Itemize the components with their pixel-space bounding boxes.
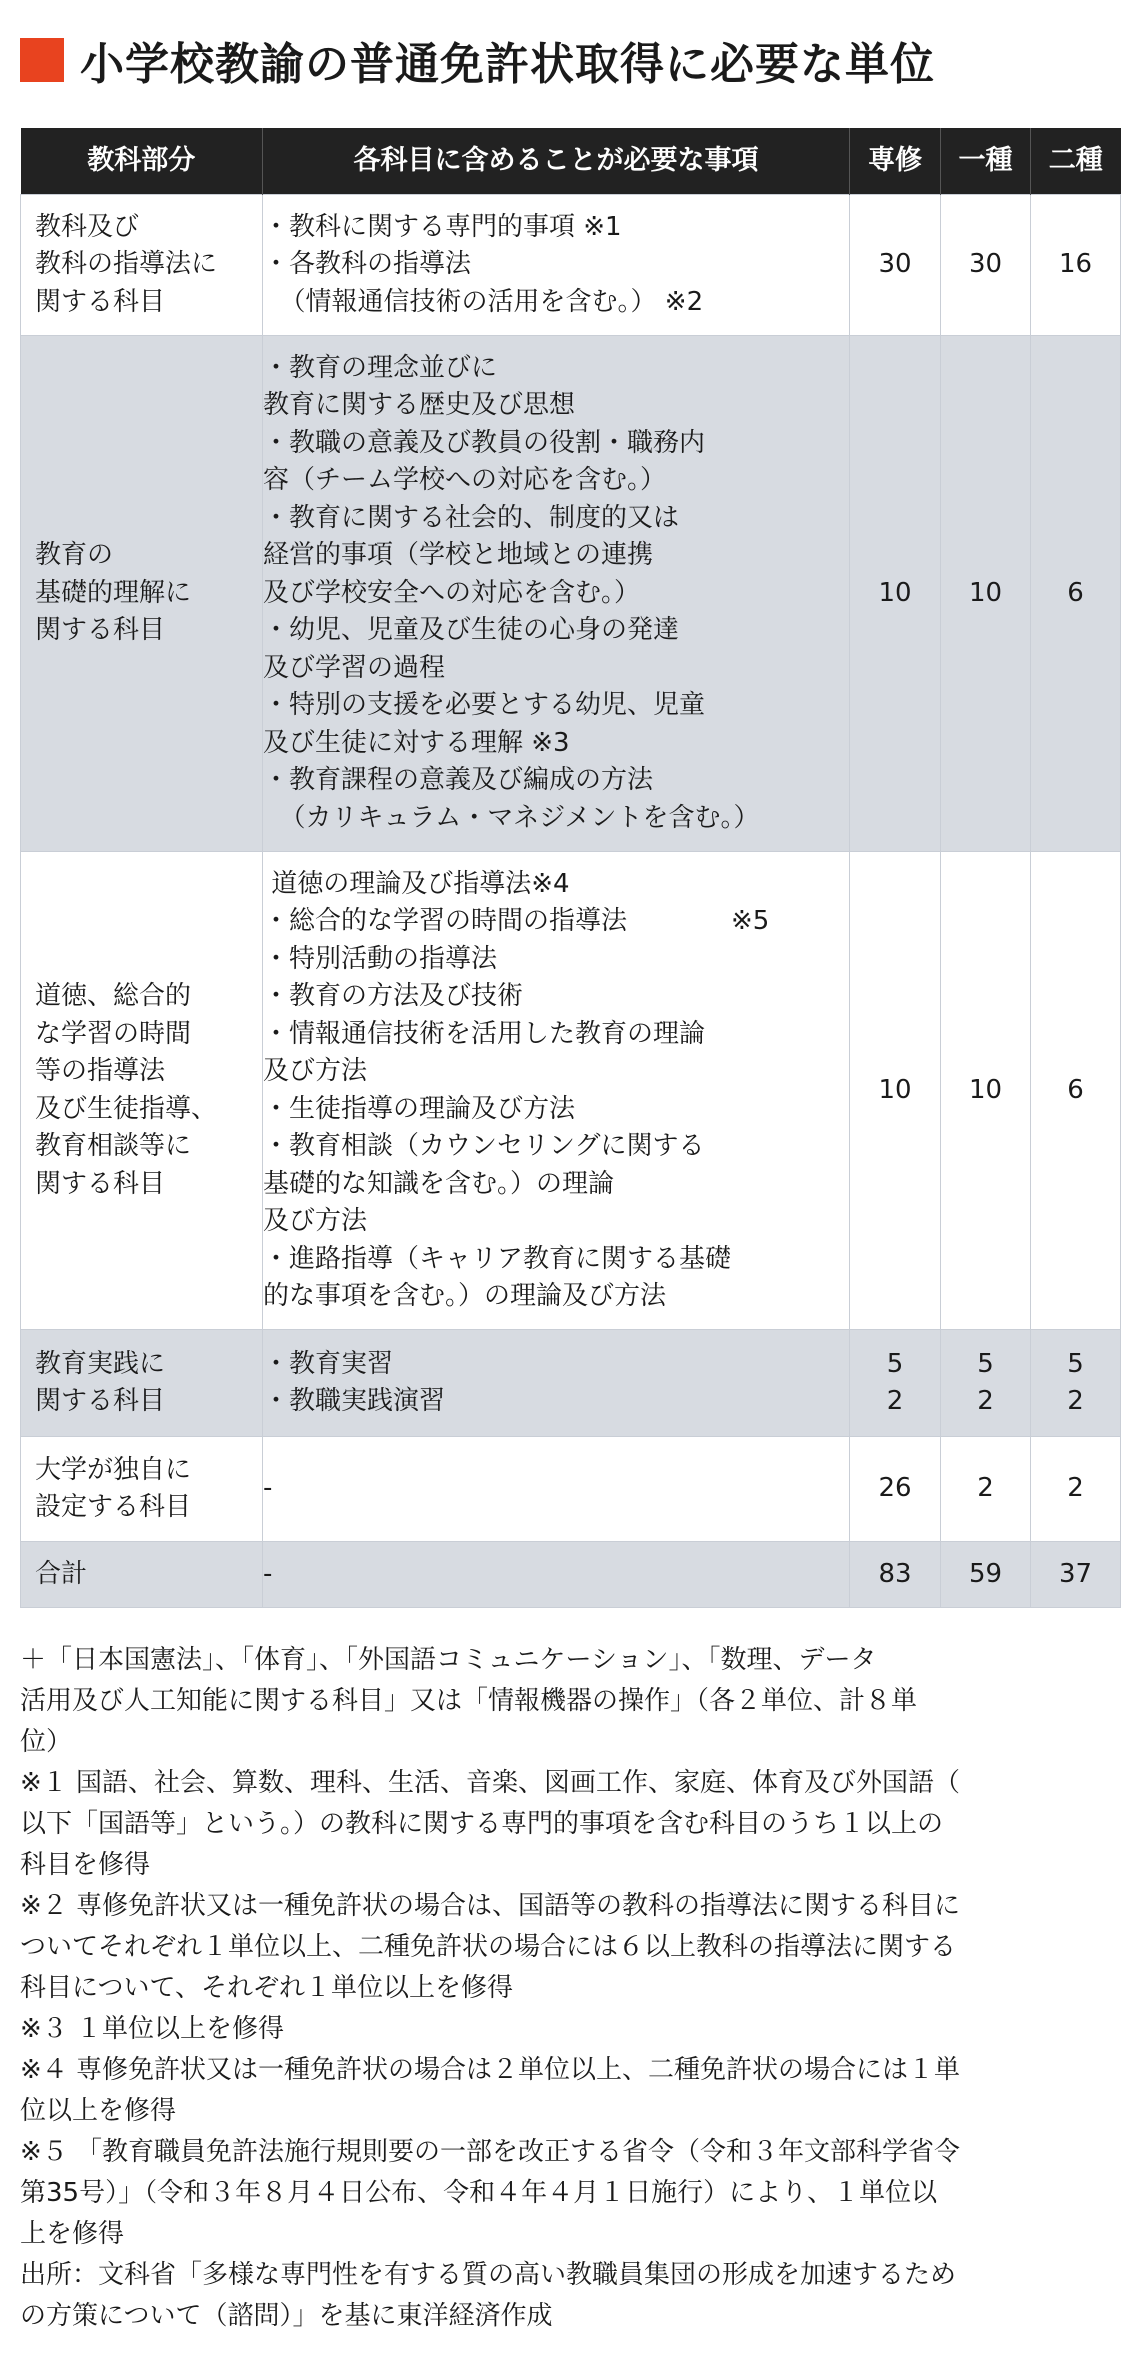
subject-area-line: 教育実践に: [35, 1348, 166, 1379]
nishu-credits-cell: [1031, 195, 1121, 336]
footnote-line: 出所：文科省「多様な専門性を有する質の高い教職員集団の形成を加速するため: [20, 2260, 957, 2290]
header-required-items: 各科目に含めることが必要な事項: [263, 128, 850, 195]
required-item-line: ・教育の方法及び技術: [263, 981, 524, 1011]
credit-value: 2: [977, 1473, 994, 1504]
required-item-line: ・教科に関する専門的事項 ※1: [263, 211, 622, 242]
required-item-line: 及び方法: [263, 1056, 368, 1086]
subject-area-line: な学習の時間: [35, 1018, 192, 1049]
required-item-line: 容（チーム学校への対応を含む。）: [263, 465, 667, 496]
isshu-credits-cell: [941, 195, 1031, 336]
credit-value: 2: [1067, 1473, 1084, 1504]
senshu-credits-cell: [850, 195, 941, 336]
nishu-credits-cell: [1031, 852, 1121, 1330]
subject-area-line: 教科の指導法に: [35, 249, 218, 280]
nishu-credits-cell: [1031, 1437, 1121, 1542]
nishu-credits-cell: [1031, 1330, 1121, 1437]
header-senshu: 専修: [850, 128, 941, 195]
footnote-line: ＋「日本国憲法」、「体育」、「外国語コミュニケーション」、「数理、データ: [20, 1645, 877, 1675]
required-item-line: -: [263, 1473, 273, 1504]
credit-value: 10: [878, 577, 912, 608]
required-item-line: 的な事項を含む。）の理論及び方法: [263, 1281, 667, 1311]
credit-value: 30: [878, 249, 912, 280]
footnote-line: ついてそれぞれ１単位以上、二種免許状の場合には６以上教科の指導法に関する: [20, 1932, 957, 1962]
senshu-credits-cell: [850, 1330, 941, 1437]
table-row: [21, 1542, 1121, 1608]
header-nishu: 二種: [1031, 128, 1121, 195]
credit-value: 30: [968, 249, 1003, 280]
table-row: [21, 1437, 1121, 1542]
subject-area-line: 道徳、総合的: [35, 981, 192, 1011]
required-item-line: ・教育相談（カウンセリングに関する: [263, 1131, 705, 1161]
required-item-line: -: [263, 1558, 273, 1589]
subject-area-line: 大学が独自に: [35, 1454, 192, 1485]
credit-value: 26: [878, 1473, 912, 1504]
subject-area-line: 及び生徒指導、: [35, 1093, 218, 1124]
credit-value: 5: [1067, 1348, 1084, 1379]
credit-value: 2: [886, 1386, 904, 1416]
subject-area-line: 等の指導法: [35, 1056, 166, 1086]
credit-value: 37: [1058, 1558, 1093, 1589]
required-item-line: ・各教科の指導法: [263, 249, 472, 280]
credit-value: 6: [1067, 1074, 1084, 1105]
senshu-credits-cell: [850, 336, 941, 852]
required-item-line: ・教育課程の意義及び編成の方法: [263, 765, 654, 796]
footnote-line: 科目について、それぞれ１単位以上を修得: [20, 1973, 513, 2003]
subject-area-line: 合計: [35, 1558, 88, 1589]
required-item-line: ・幼児、児童及び生徒の心身の発達: [263, 615, 680, 646]
required-item-line: ・教育の理念並びに: [263, 352, 498, 383]
footnote-line: 科目を修得: [20, 1850, 151, 1880]
subject-area-line: 設定する科目: [35, 1492, 192, 1522]
subject-area-cell: [21, 336, 263, 852]
required-item-line: ・総合的な学習の時間の指導法 ※5: [263, 906, 770, 936]
required-item-line: ・特別の支援を必要とする幼児、児童: [263, 690, 706, 721]
subject-area-cell: [21, 1542, 263, 1608]
header-subject-area: 教科部分: [21, 128, 263, 195]
required-item-line: 基礎的な知識を含む。）の理論: [263, 1168, 615, 1199]
subject-area-line: 教育の: [35, 540, 114, 571]
credit-value: 10: [968, 577, 1003, 608]
senshu-credits-cell: [850, 852, 941, 1330]
credit-value: 59: [968, 1558, 1003, 1589]
required-items-cell: [263, 1542, 850, 1608]
isshu-credits-cell: [941, 852, 1031, 1330]
table-row: [21, 852, 1121, 1330]
senshu-credits-cell: [850, 1437, 941, 1542]
credit-value: 16: [1058, 249, 1093, 280]
subject-area-line: 関する科目: [35, 615, 166, 646]
required-item-line: （カリキュラム・マネジメントを含む。）: [263, 802, 760, 833]
subject-area-line: 基礎的理解に: [35, 577, 192, 608]
isshu-credits-cell: [941, 1437, 1031, 1542]
required-items-cell: [263, 1330, 850, 1437]
required-item-line: ・教育実習: [263, 1348, 394, 1379]
title-accent-square: [20, 38, 64, 82]
table-row: [21, 1330, 1121, 1437]
subject-area-cell: [21, 1330, 263, 1437]
credit-value: 83: [878, 1558, 912, 1589]
footnotes: [20, 1640, 1120, 2337]
footnote-line: 以下「国語等」という。）の教科に関する専門的事項を含む科目のうち１以上の: [20, 1809, 944, 1839]
credit-value: 5: [886, 1348, 904, 1379]
credit-value: 2: [1067, 1386, 1084, 1416]
required-item-line: 及び方法: [263, 1206, 368, 1236]
footnote-line: 活用及び人工知能に関する科目」又は「情報機器の操作」（各２単位、計８単: [20, 1686, 918, 1716]
required-item-line: ・進路指導（キャリア教育に関する基礎: [263, 1243, 732, 1274]
table-header-row: [21, 128, 1121, 195]
required-items-cell: [263, 852, 850, 1330]
credit-value: 10: [878, 1074, 912, 1105]
required-items-cell: [263, 1437, 850, 1542]
required-item-line: 及び学校安全への対応を含む。）: [263, 577, 641, 608]
required-item-line: ・教育に関する社会的、制度的又は: [263, 502, 680, 533]
isshu-credits-cell: [941, 336, 1031, 852]
required-item-line: 経営的事項（学校と地域との連携: [263, 540, 654, 571]
subject-area-cell: [21, 1437, 263, 1542]
footnote-line: ※１ 国語、社会、算数、理科、生活、音楽、図画工作、家庭、体育及び外国語（: [20, 1768, 961, 1798]
required-item-line: 及び生徒に対する理解 ※3: [263, 727, 570, 758]
credit-value: 10: [968, 1074, 1003, 1105]
footnote-line: 上を修得: [20, 2219, 125, 2249]
required-item-line: ・特別活動の指導法: [263, 943, 498, 974]
required-item-line: 教育に関する歴史及び思想: [263, 390, 576, 421]
credit-value: 2: [977, 1386, 994, 1416]
footnote-line: ※５ 「教育職員免許法施行規則要の一部を改正する省令（令和３年文部科学省令: [20, 2137, 961, 2167]
subject-area-line: 関する科目: [35, 1386, 166, 1416]
subject-area-line: 関する科目: [35, 1168, 166, 1199]
footnote-line: 位以上を修得: [20, 2096, 177, 2126]
footnote-line: ※３ １単位以上を修得: [20, 2014, 285, 2044]
subject-area-line: 教科及び: [35, 211, 140, 242]
table-row: [21, 195, 1121, 336]
required-item-line: （情報通信技術の活用を含む。） ※2: [263, 286, 704, 317]
required-item-line: ・情報通信技術を活用した教育の理論: [263, 1018, 706, 1049]
nishu-credits-cell: [1031, 336, 1121, 852]
table-row: [21, 336, 1121, 852]
credit-value: 6: [1067, 577, 1084, 608]
subject-area-line: 教育相談等に: [35, 1131, 192, 1161]
credit-value: 5: [977, 1348, 994, 1379]
required-item-line: ・生徒指導の理論及び方法: [263, 1093, 576, 1124]
page-title: 小学校教諭の普通免許状取得に必要な単位: [80, 39, 935, 90]
subject-area-cell: [21, 195, 263, 336]
required-items-cell: [263, 336, 850, 852]
subject-area-cell: [21, 852, 263, 1330]
header-isshu: 一種: [941, 128, 1031, 195]
isshu-credits-cell: [941, 1542, 1031, 1608]
required-item-line: ・教職実践演習: [263, 1386, 446, 1416]
nishu-credits-cell: [1031, 1542, 1121, 1608]
footnote-line: ※４ 専修免許状又は一種免許状の場合は２単位以上、二種免許状の場合には１単: [20, 2055, 961, 2085]
subject-area-line: 関する科目: [35, 286, 166, 317]
required-item-line: 及び学習の過程: [263, 652, 446, 683]
footnote-line: ※２ 専修免許状又は一種免許状の場合は、国語等の教科の指導法に関する科目に: [20, 1891, 961, 1921]
footnote-line: 位）: [20, 1727, 73, 1757]
title-row: [20, 28, 935, 92]
senshu-credits-cell: [850, 1542, 941, 1608]
required-item-line: 道徳の理論及び指導法※4: [263, 868, 570, 899]
required-items-cell: [263, 195, 850, 336]
footnote-line: の方策について（諮問）」を基に東洋経済作成: [20, 2301, 553, 2331]
required-item-line: ・教職の意義及び教員の役割・職務内: [263, 427, 706, 458]
credits-table: [20, 128, 1121, 1608]
footnote-line: 第35号）」（令和３年８月４日公布、令和４年４月１日施行）により、１単位以: [20, 2178, 938, 2208]
isshu-credits-cell: [941, 1330, 1031, 1437]
